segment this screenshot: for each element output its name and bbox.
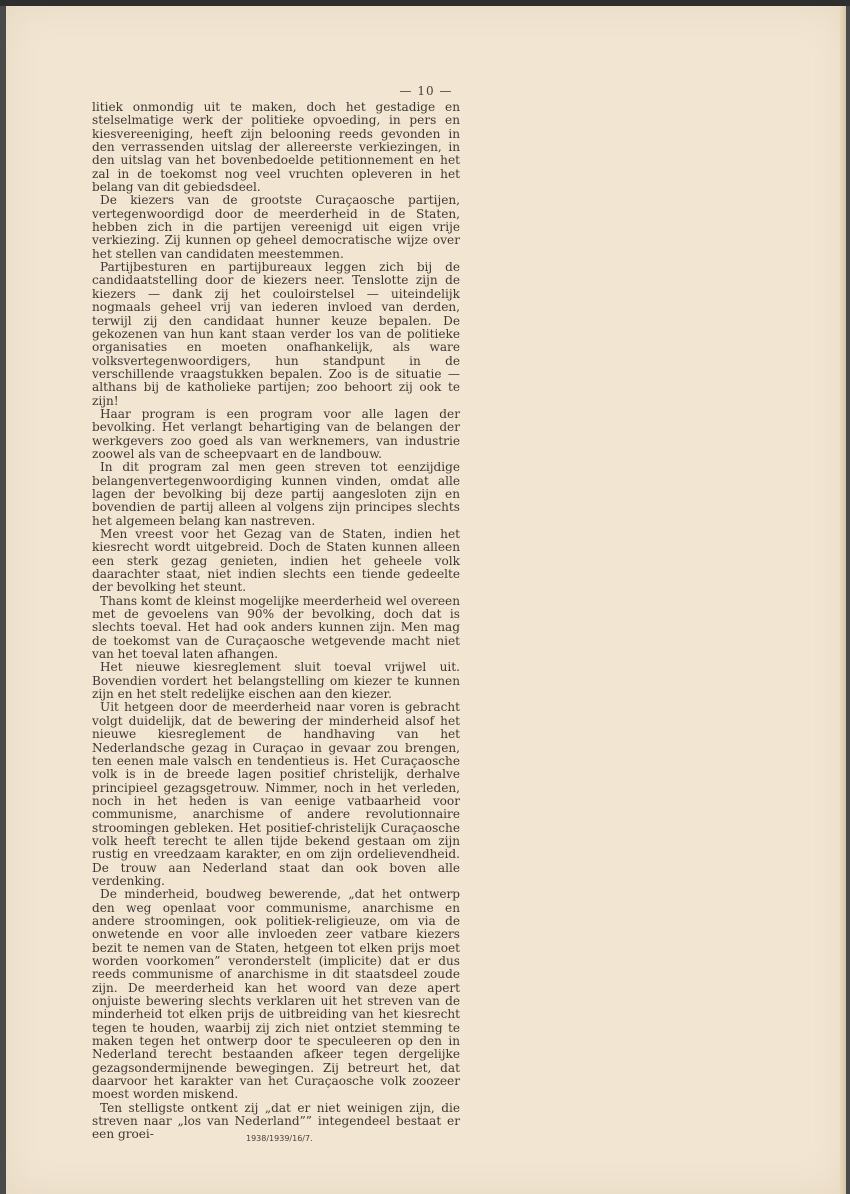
page-edge: [840, 6, 846, 1194]
paragraph: Het nieuwe kiesreglement sluit toeval vrijwel uit. Bovendien vordert het belangstelling om kiezer te kunnen zijn en het stelt redelijke eischen aan den kiezer.: [92, 660, 460, 702]
document-reference-code: 1938/1939/16/7.: [246, 1134, 313, 1143]
paragraph: Haar program is een program voor alle lagen der bevolking. Het verlangt behartiging van de belangen der werkgevers zoo goed als van werknemers, van industrie zoowel als van de scheepvaart en de landbouw.: [92, 406, 460, 461]
paragraph: litiek onmondig uit te maken, doch het gestadige en stelselmatige werk der politieke opvoeding, in pers en kiesvereeniging, heeft zijn belooning reeds gevonden in den verrassenden uitslag der allereerste verkiezingen, in den uitslag van het bovenbedoelde petitionnement en het zal in de toekomst nog veel vruchten opleveren in het belang van dit gebiedsdeel.: [92, 100, 460, 195]
paragraph: Thans komt de kleinst mogelijke meerderheid wel overeen met de gevoelens van 90% der bevolking, doch dat is slechts toeval. Het had ook anders kunnen zijn. Men mag de toekomst van de Curaçaosche wetgevende macht niet van het toeval laten afhangen.: [92, 593, 460, 662]
paragraph: De kiezers van de grootste Curaçaosche partijen, vertegenwoordigd door de meerderheid in de Staten, hebben zich in die partijen vereenigd uit eigen vrije verkiezing. Zij kunnen op geheel democratische wijze over het stellen van candidaten meestemmen.: [92, 193, 460, 261]
paragraph: Ten stelligste ontkent zij „dat er niet weinigen zijn, die streven naar „los van Nederland”” integendeel bestaat er een groei-: [92, 1100, 460, 1142]
paragraph: Partijbesturen en partijbureaux leggen zich bij de candidaatstelling door de kiezers neer. Tenslotte zijn de kiezers — dank zij het couloirstelsel — uiteindelijk nogmaals geheel vrij van iederen invloed van derden, terwijl zij den candidaat hunner keuze bepalen. De gekozenen van hun kant staan verder los van de politieke organisaties en moeten onafhankelijk, als ware volksvertegenwoordigers, hun standpunt in de verschillende vraagstukken bepalen. Zoo is de situatie — althans bij de katholieke partijen; zoo behoort zij ook te zijn!: [92, 260, 460, 408]
paragraph: Men vreest voor het Gezag van de Staten, indien het kiesrecht wordt uitgebreid. Doch de Staten kunnen alleen een sterk gezag genieten, indien het geheele volk daarachter staat, niet indien slechts een tiende gedeelte der bevolking het steunt.: [92, 527, 460, 595]
page-number: — 10 —: [399, 84, 453, 98]
paragraph: De minderheid, boudweg bewerende, „dat het ontwerp den weg openlaat voor communisme, anarchisme en andere stroomingen, ook politiek-religieuze, om via de onwetende en voor alle invloeden zeer vatbare kiezers bezit te nemen van de Staten, hetgeen tot elken prijs moet worden voorkomen” veronderstelt (implicite) dat er dus reeds communisme of anarchisme in dit staatsdeel zoude zijn. De meerderheid kan het woord van deze apert onjuiste bewering slechts verklaren uit het streven van de minderheid tot elken prijs de uitbreiding van het kiesrecht tegen te houden, waarbij zij zich niet ontziet stemming te maken tegen het ontwerp door te speculeeren op den in Nederland terecht bestaanden afkeer tegen dergelijke gezagsondermijnende bewegingen. Zij betreurt het, dat daarvoor het karakter van het Curaçaosche volk zoozeer moest worden miskend.: [92, 887, 460, 1102]
paragraph: Uit hetgeen door de meerderheid naar voren is gebracht volgt duidelijk, dat de bewering der minderheid alsof het nieuwe kiesreglement de handhaving van het Nederlandsche gezag in Curaçao in gevaar zou brengen, ten eenen male valsch en tendentieus is. Het Curaçaosche volk is in de breede lagen positief christelijk, derhalve principieel gezagsgetrouw. Nimmer, noch in het verleden, noch in het heden is van eenige vatbaarheid voor communisme, anarchisme of andere revolutionnaire stroomingen gebleken. Het positief-christelijk Curaçaosche volk heeft terecht te allen tijde bekend gestaan om zijn rustig en vreedzaam karakter, en om zijn ordelievendheid. De trouw aan Nederland staat dan ook boven alle verdenking.: [92, 700, 460, 888]
body-text: [92, 101, 460, 1142]
paragraph: In dit program zal men geen streven tot eenzijdige belangenvertegenwoordiging kunnen vinden, omdat alle lagen der bevolking bij deze partij aangesloten zijn en bovendien de partij alleen al volgens zijn principes slechts het algemeen belang kan nastreven.: [92, 460, 460, 528]
document-page: [6, 6, 846, 1194]
